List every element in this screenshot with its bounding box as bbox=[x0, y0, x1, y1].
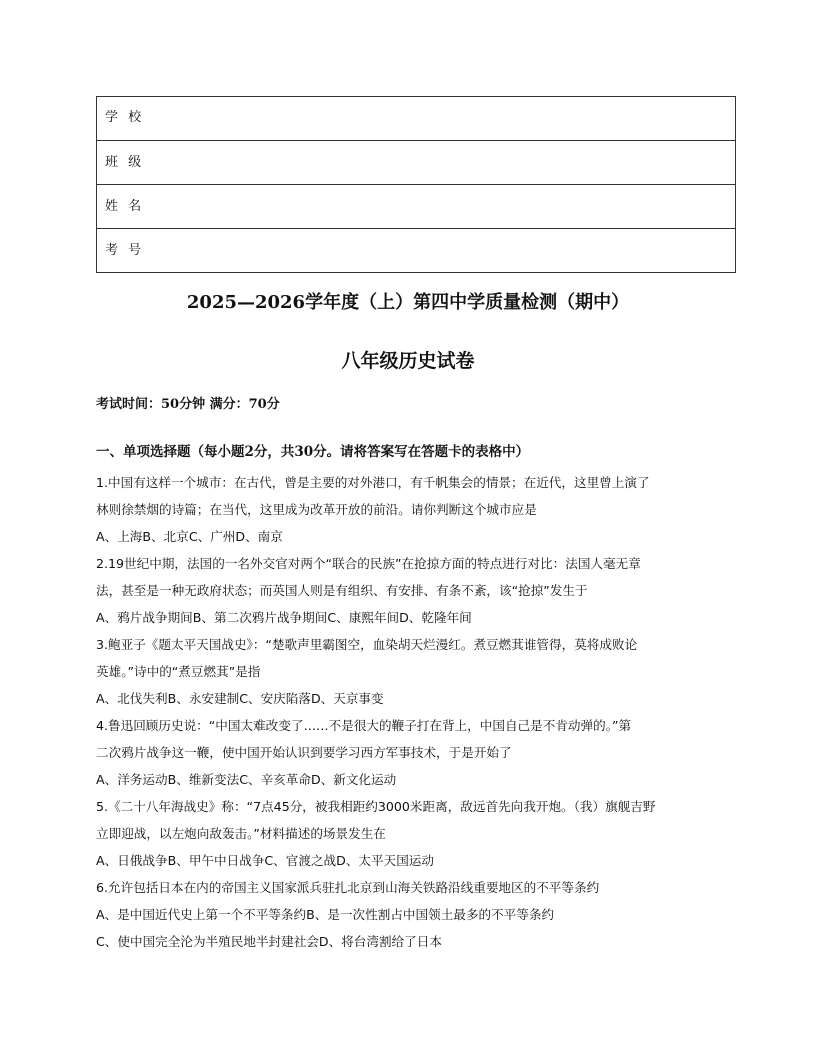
question-options: A、鸦片战争期间B、第二次鸦片战争期间C、康熙年间D、乾隆年间 bbox=[96, 610, 472, 625]
question-options: C、使中国完全沦为半殖民地半封建社会D、将台湾割给了日本 bbox=[96, 934, 442, 949]
school-label: 学 校 bbox=[105, 110, 145, 125]
question-line: 2.19世纪中期，法国的一名外交官对两个“联合的民族”在抢掠方面的特点进行对比：法国人毫无章 bbox=[96, 556, 641, 571]
exam-meta: 考试时间：50分钟 满分：70分 bbox=[96, 397, 280, 412]
question-line: 3.鲍亚子《题太平天国战史》：“楚歌声里霸图空，血染胡天烂漫红。煮豆燃萁谁管得，莫将成败论 bbox=[96, 637, 638, 652]
question-6 bbox=[96, 874, 722, 955]
question-1 bbox=[96, 469, 722, 550]
question-list bbox=[96, 469, 722, 955]
question-options: A、洋务运动B、维新变法C、辛亥革命D、新文化运动 bbox=[96, 772, 397, 787]
exam-number-label: 考 号 bbox=[105, 243, 145, 258]
question-5 bbox=[96, 793, 722, 874]
question-line: 5.《二十八年海战史》称：“7点45分，被我相距约3000米距离，敌远首先向我开炮。（我）旗舰吉野 bbox=[96, 799, 656, 814]
name-label: 姓 名 bbox=[105, 199, 145, 214]
question-line: 立即迎战，以左炮向敌轰击。”材料描述的场景发生在 bbox=[96, 826, 386, 841]
student-info-table bbox=[96, 96, 736, 273]
section-heading: 一、单项选择题（每小题2分，共30分。请将答案写在答题卡的表格中） bbox=[96, 444, 530, 460]
question-options: A、北伐失利B、永安建制C、安庆陷落D、天京事变 bbox=[96, 691, 384, 706]
exam-subtitle: 八年级历史试卷 bbox=[341, 350, 475, 372]
question-line: 1.中国有这样一个城市：在古代，曾是主要的对外港口，有千帆集会的情景；在近代，这里曾上演了 bbox=[96, 475, 650, 490]
question-line: 二次鸦片战争这一鞭，使中国开始认识到要学习西方军事技术，于是开始了 bbox=[96, 745, 512, 760]
exam-title: 2025—2026学年度（上）第四中学质量检测（期中） bbox=[186, 292, 630, 313]
question-3 bbox=[96, 631, 722, 712]
question-options: A、日俄战争B、甲午中日战争C、官渡之战D、太平天国运动 bbox=[96, 853, 434, 868]
info-row-class[interactable] bbox=[97, 140, 735, 184]
question-options: A、上海B、北京C、广州D、南京 bbox=[96, 529, 283, 544]
info-row-name[interactable] bbox=[97, 184, 735, 228]
question-line: 6.允许包括日本在内的帝国主义国家派兵驻扎北京到山海关铁路沿线重要地区的不平等条约 bbox=[96, 880, 600, 895]
question-line: 英雄。”诗中的“煮豆燃萁”是指 bbox=[96, 664, 261, 679]
info-row-exam-number[interactable] bbox=[97, 228, 735, 272]
info-row-school[interactable] bbox=[97, 97, 735, 140]
class-label: 班 级 bbox=[105, 155, 145, 170]
question-options: A、是中国近代史上第一个不平等条约B、是一次性割占中国领土最多的不平等条约 bbox=[96, 907, 555, 922]
question-line: 法，甚至是一种无政府状态；而英国人则是有组织、有安排、有条不紊，该“抢掠”发生于 bbox=[96, 583, 588, 598]
question-2 bbox=[96, 550, 722, 631]
question-4 bbox=[96, 712, 722, 793]
question-line: 林则徐禁烟的诗篇；在当代，这里成为改革开放的前沿。请你判断这个城市应是 bbox=[96, 502, 537, 517]
question-line: 4.鲁迅回顾历史说：“中国太难改变了……不是很大的鞭子打在背上，中国自己是不肯动弹的。”第 bbox=[96, 718, 632, 733]
